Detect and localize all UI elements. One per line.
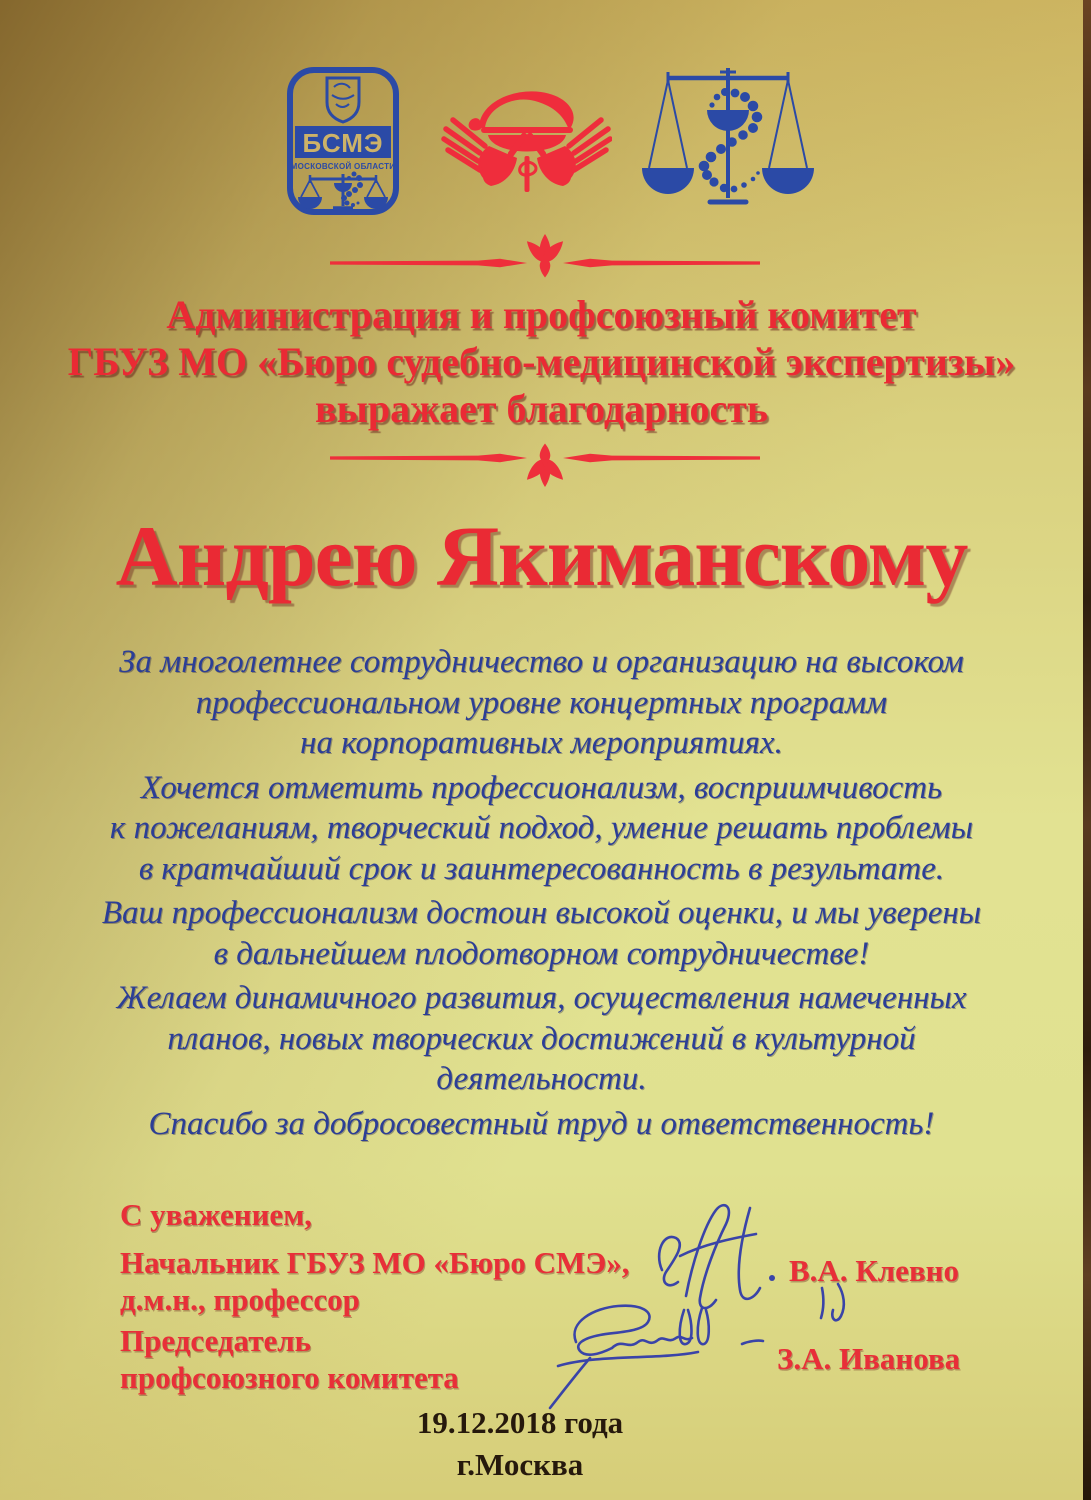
body-line: планов, новых творческих достижений в культурной — [167, 1020, 916, 1057]
certificate-title — [0, 291, 1083, 432]
medicine-hands-emblem — [432, 82, 612, 194]
ornament-divider-bottom — [330, 441, 760, 487]
official-title-2 — [120, 1322, 459, 1396]
photo-edge-strip — [1083, 0, 1091, 1500]
body-text — [0, 642, 1083, 1148]
official-title-line: д.м.н., профессор — [120, 1282, 360, 1317]
bsme-logo — [286, 66, 400, 216]
paragraph — [0, 978, 1083, 1100]
body-line: в кратчайший срок и заинтересованность в результате. — [138, 850, 945, 887]
paragraph — [0, 893, 1083, 974]
city-line: г.Москва — [456, 1447, 584, 1482]
official-name-2: З.А. Иванова — [777, 1341, 961, 1376]
official-title-line: профсоюзного комитета — [120, 1360, 459, 1395]
body-line: Спасибо за добросовестный труд и ответственность! — [148, 1105, 935, 1142]
bsme-scales-icon — [298, 172, 388, 210]
signature-ivanova — [546, 1294, 766, 1410]
recipient-name: Андрею Якиманскому — [115, 508, 968, 604]
footer — [220, 1402, 820, 1486]
body-line: в дальнейшем плодотворном сотрудничестве! — [213, 935, 870, 972]
body-line: Хочется отметить профессионализм, восприимчивость — [140, 769, 943, 806]
bsme-subtitle: МОСКОВСКОЙ ОБЛАСТИ — [290, 162, 396, 171]
ornament-divider-top — [330, 234, 760, 280]
body-line: деятельности. — [436, 1061, 647, 1097]
title-line: Администрация и профсоюзный комитет — [166, 292, 917, 337]
date-line: 19.12.2018 года — [416, 1405, 624, 1440]
body-line: Желаем динамичного развития, осуществления намеченных — [116, 980, 967, 1016]
salutation: С уважением, — [120, 1197, 313, 1232]
bsme-acronym: БСМЭ — [302, 128, 384, 158]
official-title-line: Председатель — [120, 1323, 312, 1358]
paragraph — [0, 642, 1083, 764]
body-line: За многолетнее сотрудничество и организацию на высоком — [119, 644, 964, 680]
body-line: к пожеланиям, творческий подход, умение решать проблемы — [109, 810, 974, 846]
official-title-line: Начальник ГБУЗ МО «Бюро СМЭ», — [120, 1245, 630, 1280]
title-line: выражает благодарность — [314, 386, 769, 431]
body-line: на корпоративных мероприятиях. — [300, 725, 783, 761]
paragraph — [0, 768, 1083, 890]
dotted-question-snake — [699, 88, 763, 192]
signature-strokes — [550, 1306, 763, 1408]
body-line: профессиональном уровне концертных программ — [195, 684, 888, 721]
paragraph — [0, 1104, 1083, 1145]
body-line: Ваш профессионализм достоин высокой оценки, и мы уверены — [101, 895, 982, 931]
title-line: ГБУЗ МО «Бюро судебно-медицинской экспертизы» — [67, 339, 1016, 384]
official-name-1: В.А. Клевно — [789, 1253, 960, 1288]
scales-of-justice-emblem — [632, 64, 816, 222]
